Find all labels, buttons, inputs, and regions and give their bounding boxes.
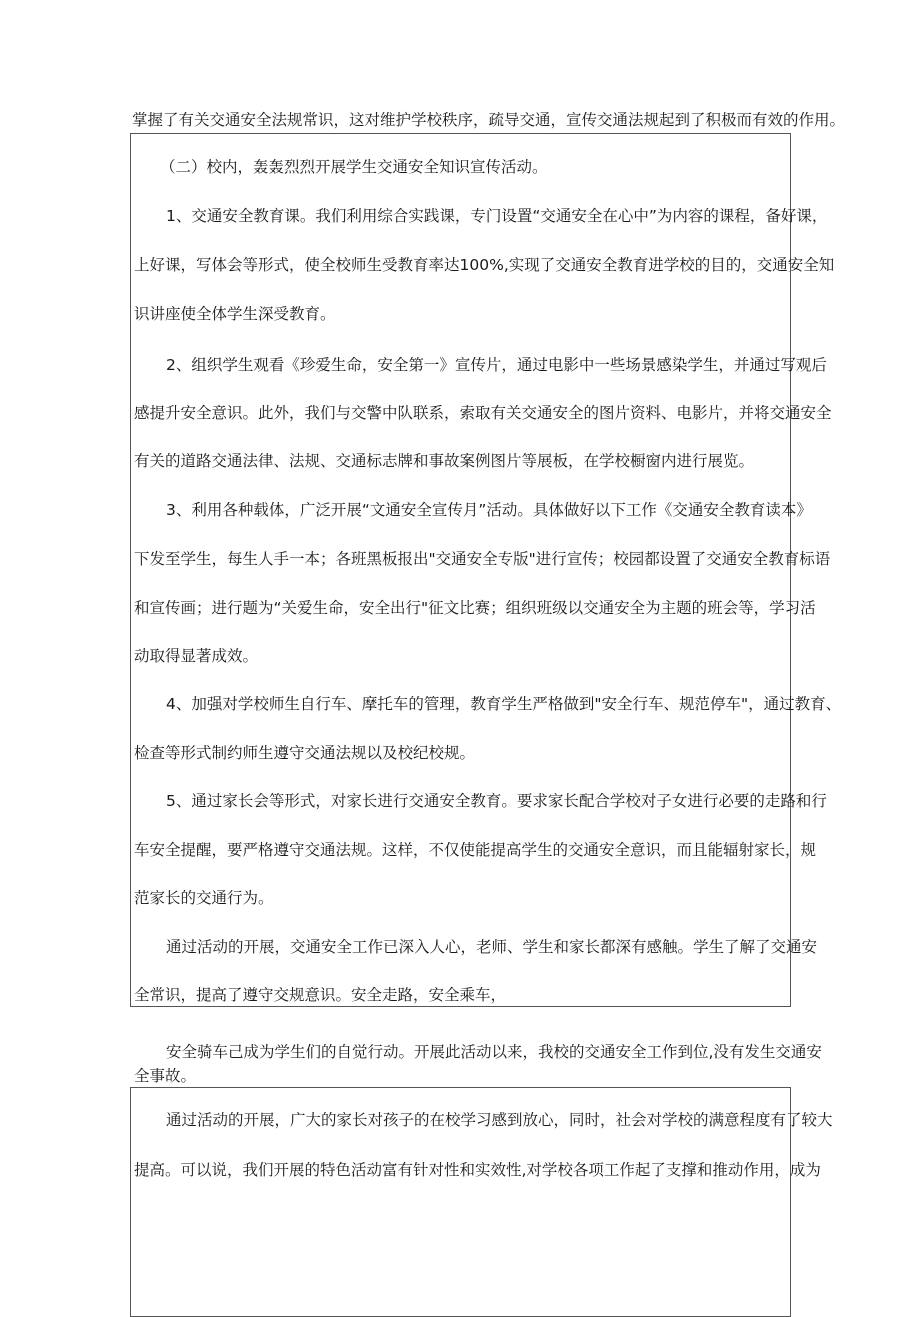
- paragraph-1-line-2: 上好课，写体会等形式，使全校师生受教育率达100%,实现了交通安全教育进学校的目的，交通安全知: [134, 256, 835, 274]
- paragraph-3-line-3: 和宣传画；进行题为“关爱生命，安全出行"征文比赛；组织班级以交通安全为主题的班会等，学习活: [134, 599, 816, 617]
- section-heading: （二）校内，轰轰烈烈开展学生交通安全知识宣传活动。: [160, 158, 548, 176]
- paragraph-3-line-1: 3、利用各种载体，广泛开展“文通安全宣传月”活动。具体做好以下工作《交通安全教育读本》: [166, 501, 812, 519]
- paragraph-3-line-2: 下发至学生，每生人手一本；各班黑板报出"交通安全专版"进行宣传；校园都设置了交通安全教育标语: [134, 550, 831, 568]
- middle-line-1: 安全骑车己成为学生们的自觉行动。开展此活动以来，我校的交通安全工作到位,没有发生交通安: [166, 1043, 822, 1061]
- paragraph-4-line-1: 4、加强对学校师生自行车、摩托车的管理，教育学生严格做到"安全行车、规范停车"，通过教育、: [166, 695, 842, 713]
- paragraph-3-line-4: 动取得显著成效。: [134, 647, 259, 665]
- paragraph-2-line-3: 有关的道路交通法律、法规、交通标志牌和事故案例图片等展板，在学校橱窗内进行展览。: [134, 452, 755, 470]
- paragraph-1-line-1: 1、交通安全教育课。我们利用综合实践课，专门设置“交通安全在心中”为内容的课程，备好课，: [166, 207, 828, 225]
- middle-line-2: 全事故。: [134, 1067, 197, 1085]
- paragraph-6-line-1: 通过活动的开展，交通安全工作已深入人心，老师、学生和家长都深有感触。学生了解了交通安: [166, 938, 818, 956]
- box2-line-1: 通过活动的开展，广大的家长对孩子的在校学习感到放心，同时，社会对学校的满意程度有了较大: [166, 1111, 833, 1129]
- paragraph-2-line-2: 感提升安全意识。此外，我们与交警中队联系，索取有关交通安全的图片资料、电影片，并将交通安全: [134, 404, 832, 422]
- paragraph-4-line-2: 检查等形式制约师生遵守交通法规以及校纪校规。: [134, 744, 476, 762]
- box2-line-2: 提高。可以说，我们开展的特色活动富有针对性和实效性,对学校各项工作起了支撑和推动作用，成为: [134, 1161, 821, 1179]
- paragraph-2-line-1: 2、组织学生观看《珍爱生命，安全第一》宣传片，通过电影中一些场景感染学生，并通过写观后: [166, 356, 827, 374]
- paragraph-5-line-3: 范家长的交通行为。: [134, 889, 274, 907]
- intro-line: 掌握了有关交通安全法规常识，这对维护学校秩序，疏导交通，宣传交通法规起到了积极而有效的作用。: [132, 111, 846, 129]
- paragraph-1-line-3: 识讲座使全体学生深受教育。: [134, 305, 336, 323]
- paragraph-5-line-2: 车安全提醒，要严格遵守交通法规。这样，不仅使能提高学生的交通安全意识，而且能辐射家长，规: [134, 841, 817, 859]
- paragraph-6-line-2: 全常识，提高了遵守交规意识。安全走路，安全乘车，: [134, 986, 507, 1004]
- paragraph-5-line-1: 5、通过家长会等形式，对家长进行交通安全教育。要求家长配合学校对子女进行必要的走路和行: [166, 792, 827, 810]
